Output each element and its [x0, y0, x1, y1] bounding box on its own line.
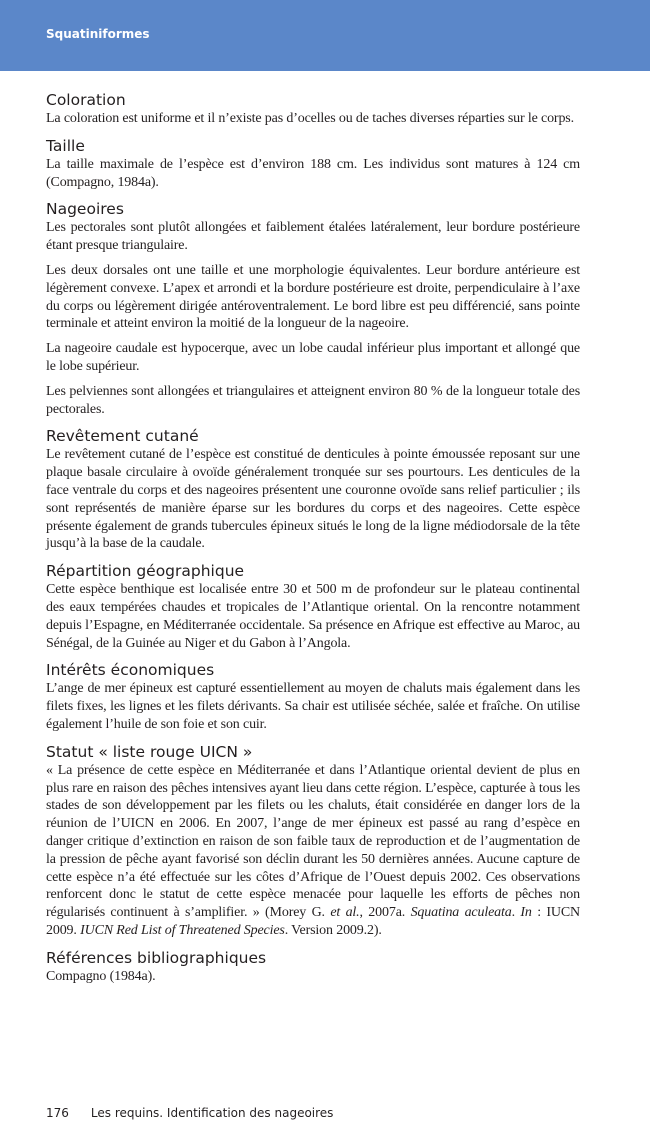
section-paragraph: Cette espèce benthique est localisée entre 30 et 500 m de profondeur sur le plateau continental des eaux tempérées chaudes et tropicales de l’Atlantique oriental. On la rencontre notamment depuis l’Espagne, en Méditerranée occidentale. Sa présence en Afrique est effective au Maroc, au Sénégal, de la Guinée au Niger et du Gabon à l’Angola. — [46, 582, 580, 651]
section-heading: Intérêts économiques — [46, 661, 215, 680]
section-paragraph: La coloration est uniforme et il n’existe pas d’ocelles ou de taches diverses réparties sur le corps. — [46, 111, 574, 126]
section-heading: Taille — [46, 136, 85, 155]
uicn-species-name: Squatina aculeata — [410, 905, 512, 921]
section-statut-uicn — [46, 742, 580, 940]
uicn-source: : IUCN 2009. — [46, 905, 581, 938]
page-body — [46, 90, 580, 993]
section-nageoires — [46, 199, 580, 418]
section-paragraph: La nageoire caudale est hypocerque, avec un lobe caudal inférieur plus important et allongé que le lobe supérieur. — [46, 341, 580, 374]
section-heading: Revêtement cutané — [46, 427, 199, 446]
section-paragraph: L’ange de mer épineux est capturé essentiellement au moyen de chaluts mais également dans les filets fixes, les lignes et les filets dérivants. Sa chair est utilisée séchée, salée et fraîche. On utilise également l’huile de son foie et son cuir. — [46, 681, 580, 732]
section-paragraph: Les deux dorsales ont une taille et une morphologie équivalentes. Leur bordure antérieure est légèrement convexe. L’apex et arrondi et la bordure postérieure est droite, perpendiculaire à l’axe du corps ou légèrement dirigée antéroventralement. Le bord libre est peu différencié, sans pointe terminale et atteint environ la moitié de la longueur de la nageoire. — [46, 262, 580, 332]
section-heading: Répartition géographique — [46, 562, 245, 581]
uicn-paragraph — [46, 762, 580, 940]
section-interets — [46, 660, 580, 733]
uicn-version: . Version 2009.2). — [284, 922, 382, 938]
section-paragraph: La taille maximale de l’espèce est d’environ 188 cm. Les individus sont matures à 124 cm (Compagno, 1984a). — [46, 156, 580, 190]
section-heading: Références bibliographiques — [46, 948, 267, 967]
section-taille — [46, 136, 580, 192]
uicn-red-list-title: IUCN Red List of Threatened Species — [80, 922, 285, 938]
page-header-band — [0, 0, 650, 71]
section-paragraph: Les pectorales sont plutôt allongées et faiblement étalées latéralement, leur bordure postérieure étant presque triangulaire. — [46, 220, 580, 254]
uicn-in: In — [520, 905, 532, 921]
section-references — [46, 948, 580, 986]
uicn-separator: . — [511, 905, 521, 921]
section-revetement-cutane — [46, 426, 580, 553]
book-title: Les requins. Identification des nageoires — [90, 1106, 334, 1120]
running-header-title: Squatiniformes — [46, 27, 150, 41]
section-paragraph: Le revêtement cutané de l’espèce est constitué de denticules à pointe émoussée reposant sur une plaque basale circulaire à ovoïde généralement tronquée sur ses pourtours. Les denticules de la face ventrale du corps et des nageoires présentent une couronne ovoïde sans relief particulier ; ils sont représentés de manière éparse sur les bordures du corps et des nageoires. Cette espèce présente également de grands tubercules épineux situés le long de la ligne médiodorsale de la tête jusqu’à la base de la caudale. — [46, 447, 580, 552]
uicn-quote-text: « La présence de cette espèce en Méditerranée et dans l’Atlantique oriental devient de plus en plus rare en raison des pêches intensives ayant lieu dans cette région. L’espèce, capturée à tous les stades de son développement par les filets ou les chaluts, était considérée en danger lors de la réunion de l’UICN en 2006. En 2007, l’ange de mer épineux est passé au rang d’espèce en danger critique d’extinction en raison de son faible taux de reproduction et de l’augmentation de la pression de pêche ayant favorisé son déclin durant les 50 dernières années. Aucune capture de cette espèce n’a été effectuée sur les côtes d’Afrique de l’Ouest depuis 2002. Ces observations renforcent donc le statut de cette espèce menacée pour laquelle les efforts de pêches non régularisés continuent à s’amplifier. » (Morey G. — [46, 762, 581, 921]
section-paragraph: Les pelviennes sont allongées et triangulaires et atteignent environ 80 % de la longueur totale des pectorales. — [46, 383, 580, 417]
section-coloration — [46, 90, 580, 128]
section-heading: Nageoires — [46, 200, 124, 219]
section-repartition — [46, 561, 580, 652]
section-heading: Statut « liste rouge UICN » — [46, 742, 253, 761]
uicn-year: , 2007a. — [359, 905, 411, 921]
page-number: 176 — [46, 1106, 69, 1120]
page-footer — [46, 1106, 333, 1120]
section-heading: Coloration — [46, 91, 126, 109]
uicn-et-al: et al. — [330, 905, 360, 921]
references-text: Compagno (1984a). — [46, 968, 156, 984]
